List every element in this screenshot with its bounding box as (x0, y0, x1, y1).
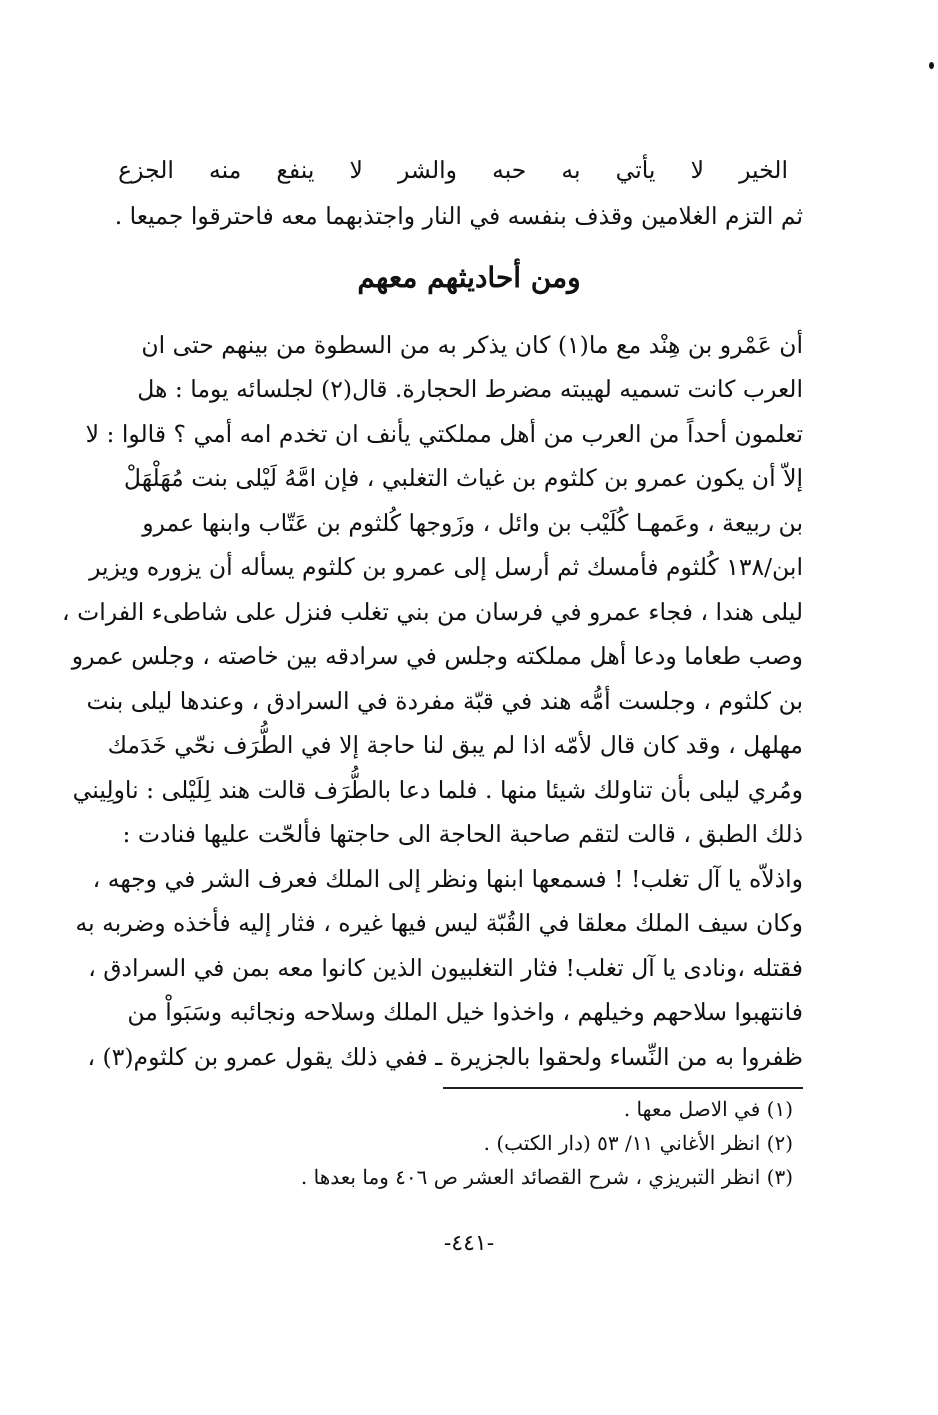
body-line: ابن/١٣٨ كُلثوم فأمسك ثم أرسل إلى عمرو بن كلثوم يسأله أن يزوره ويزير (89, 553, 803, 581)
body-line: بن كلثوم ، وجلست أمُّه هند في قبّة مفردة في السرادق ، وعندها ليلى بنت (86, 687, 803, 715)
body-line: العرب كانت تسميه لهيبته مضرط الحجارة. قال(٢) لجلسائه يوما : هل (137, 375, 803, 403)
body-line: إلاّ أن يكون عمرو بن كلثوم بن غياث التغلبي ، فإن امَّهُ لَيْلى بنت مُهَلْهَلْ (123, 464, 803, 492)
margin-mark (929, 62, 934, 69)
body-line: أن عَمْرو بن هِنْد مع ما(١) كان يذكر به من السطوة من بينهم حتى ان (141, 331, 803, 359)
body-line: تعلمون أحداً من العرب من أهل مملكتي يأنف ان تخدم امه أمي ؟ قالوا : لا (85, 420, 803, 448)
verse-word: به (561, 156, 581, 184)
body-line: وكان سيف الملك معلقا في القُبّة ليس فيها غيره ، فثار إليه فأخذه وضربه به (75, 909, 803, 937)
verse-word: الخير (739, 156, 788, 184)
body-line: فانتهبوا سلاحهم وخيلهم ، واخذوا خيل الملك وسلاحه ونجائبه وسَبَواْ من (127, 998, 803, 1026)
body-line: فقتله ،ونادى يا آل تغلب! فثار التغلبيون الذين كانوا معه بمن في السرادق ، (88, 954, 803, 982)
verse-word: يأتي (615, 156, 656, 184)
verse-word: منه (209, 156, 242, 184)
footnote: (٣) انظر التبريزي ، شرح القصائد العشر ص ٤٠٦ وما بعدها . (300, 1165, 793, 1189)
footnote: (٢) انظر الأغاني ١١/ ٥٣ (دار الكتب) . (483, 1131, 793, 1155)
verse-word: ينفع (276, 156, 315, 184)
body-line: ليلى هندا ، فجاء عمرو في فرسان من بني تغلب فنزل على شاطىء الفرات ، (62, 598, 803, 626)
verse-word: لا (690, 156, 704, 184)
body-line: مهلهل ، وقد كان قال لأمّه اذا لم يبق لنا حاجة إلا في الطُّرَف نحّي خَدَمك (107, 731, 803, 759)
body-line: ظفروا به من النِّساء ولحقوا بالجزيرة ـ ففي ذلك يقول عمرو بن كلثوم(٣) ، (87, 1043, 803, 1071)
verse-word: الجزع (118, 156, 174, 184)
footnote-divider (443, 1087, 803, 1089)
verse-word: لا (349, 156, 363, 184)
intro-line: ثم التزم الغلامين وقذف بنفسه في النار واجتذبهما معه فاحترقوا جميعا . (114, 202, 803, 230)
section-heading: ومن أحاديثهم معهم (357, 261, 581, 294)
body-line: ومُري ليلى بأن تناولك شيئا منها . فلما دعا بالطُّرَف قالت هند لِلَيْلى : ناولِيني (72, 776, 803, 804)
body-line: ذلك الطبق ، قالت لتقم صاحبة الحاجة الى حاجتها فألحّت عليها فنادت : (122, 820, 803, 848)
body-line: واذلاّه يا آل تغلب! ! فسمعها ابنها ونظر إلى الملك فعرف الشر في وجهه ، (92, 865, 803, 893)
footnote: (١) في الاصل معها . (623, 1097, 793, 1121)
verse-word: والشر (398, 156, 457, 184)
body-line: وصب طعاما ودعا أهل مملكته وجلس في سرادقه بين خاصته ، وجلس عمرو (71, 642, 803, 670)
verse-line (118, 152, 788, 192)
verse-word: حبه (492, 156, 527, 184)
page-number: -٤٤١- (443, 1231, 495, 1256)
body-line: بن ربيعة ، وعَمهـا كُلَيْب بن وائل ، وزَوجها كُلثوم بن عَتّاب وابنها عمرو (142, 509, 803, 537)
